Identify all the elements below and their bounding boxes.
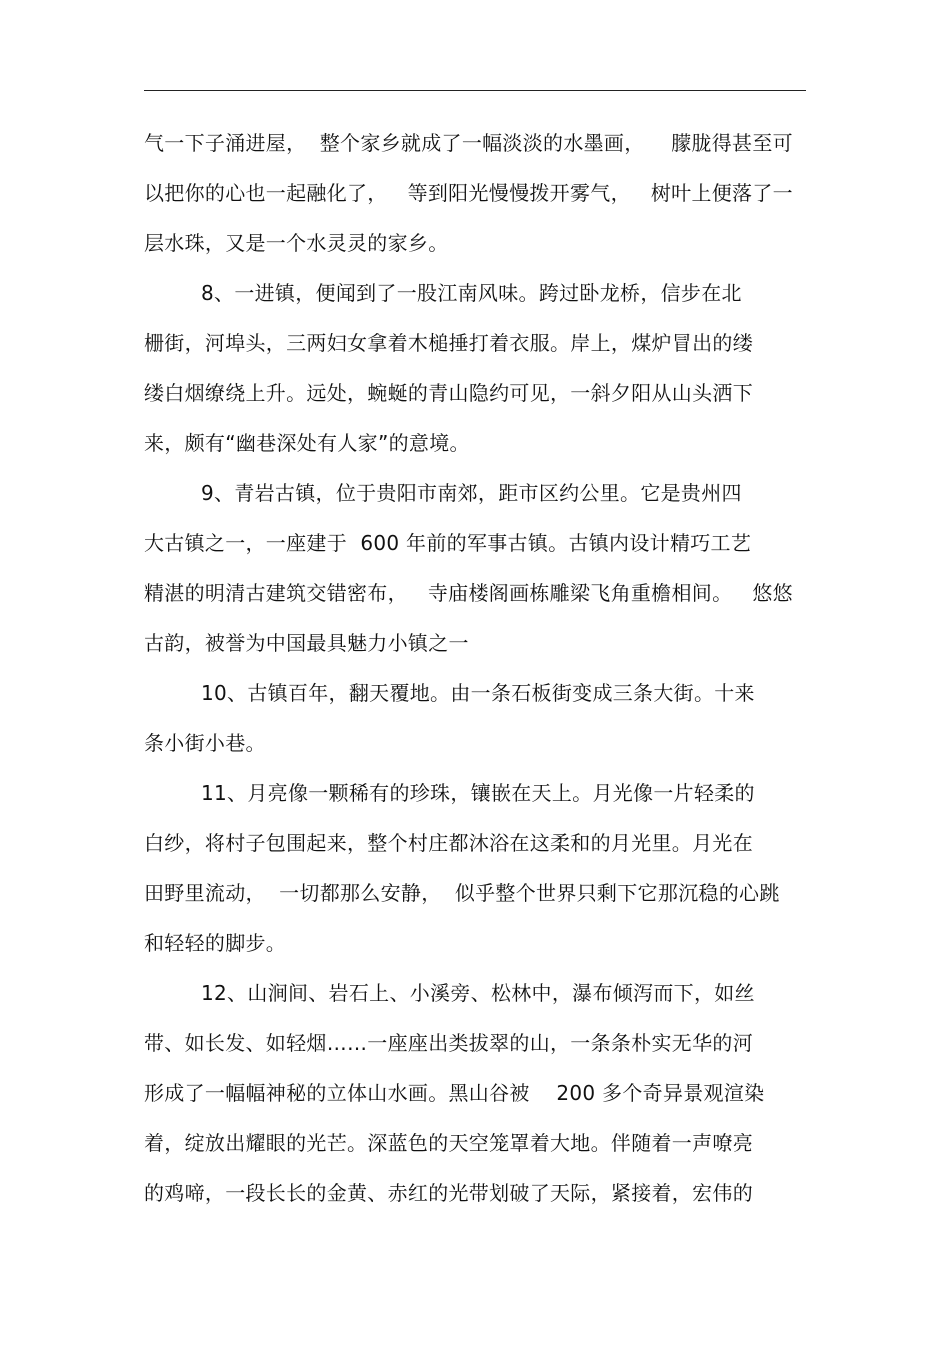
paragraph-start-line: 10、古镇百年，翻天覆地。由一条石板街变成三条大街。十来: [201, 681, 755, 705]
paragraph-start-line: 12、山涧间、岩石上、小溪旁、松林中，瀑布倾泻而下，如丝: [201, 981, 755, 1005]
text-line: 缕白烟缭绕上升。远处，蜿蜒的青山隐约可见，一斜夕阳从山头洒下: [144, 381, 753, 405]
text-line: 层水珠，又是一个水灵灵的家乡。: [144, 231, 449, 255]
header-rule: [144, 90, 806, 91]
paragraph-start-line: 8、一进镇，便闻到了一股江南风味。跨过卧龙桥，信步在北: [201, 281, 742, 305]
text-line: 带、如长发、如轻烟……一座座出类拔翠的山，一条条朴实无华的河: [144, 1031, 753, 1055]
text-line: 栅街，河埠头，三两妇女拿着木槌捶打着衣服。岸上，煤炉冒出的缕: [144, 331, 753, 355]
text-line: 形成了一幅幅神秘的立体山水画。黑山谷被 200 多个奇异景观渲染: [144, 1081, 765, 1105]
paragraph-start-line: 9、青岩古镇，位于贵阳市南郊，距市区约公里。它是贵州四: [201, 481, 742, 505]
text-line: 着，绽放出耀眼的光芒。深蓝色的天空笼罩着大地。伴随着一声嘹亮: [144, 1131, 753, 1155]
text-line: 以把你的心也一起融化了， 等到阳光慢慢拨开雾气， 树叶上便落了一: [144, 181, 793, 205]
text-line: 精湛的明清古建筑交错密布， 寺庙楼阁画栋雕梁飞角重檐相间。 悠悠: [144, 581, 793, 605]
text-line: 田野里流动， 一切都那么安静， 似乎整个世界只剩下它那沉稳的心跳: [144, 881, 780, 905]
paragraph-start-line: 11、月亮像一颗稀有的珍珠，镶嵌在天上。月光像一片轻柔的: [201, 781, 755, 805]
text-line: 气一下子涌进屋， 整个家乡就成了一幅淡淡的水墨画， 朦胧得甚至可: [144, 131, 793, 155]
text-line: 白纱，将村子包围起来，整个村庄都沐浴在这柔和的月光里。月光在: [144, 831, 753, 855]
text-line: 的鸡啼，一段长长的金黄、赤红的光带划破了天际，紧接着，宏伟的: [144, 1181, 753, 1205]
text-line: 条小街小巷。: [144, 731, 266, 755]
text-line: 和轻轻的脚步。: [144, 931, 287, 955]
document-body: [144, 118, 810, 1218]
text-line: 古韵，被誉为中国最具魅力小镇之一: [144, 631, 469, 655]
text-line: 来，颇有“幽巷深处有人家”的意境。: [144, 431, 470, 455]
text-line: 大古镇之一，一座建于 600 年前的军事古镇。古镇内设计精巧工艺: [144, 531, 752, 555]
